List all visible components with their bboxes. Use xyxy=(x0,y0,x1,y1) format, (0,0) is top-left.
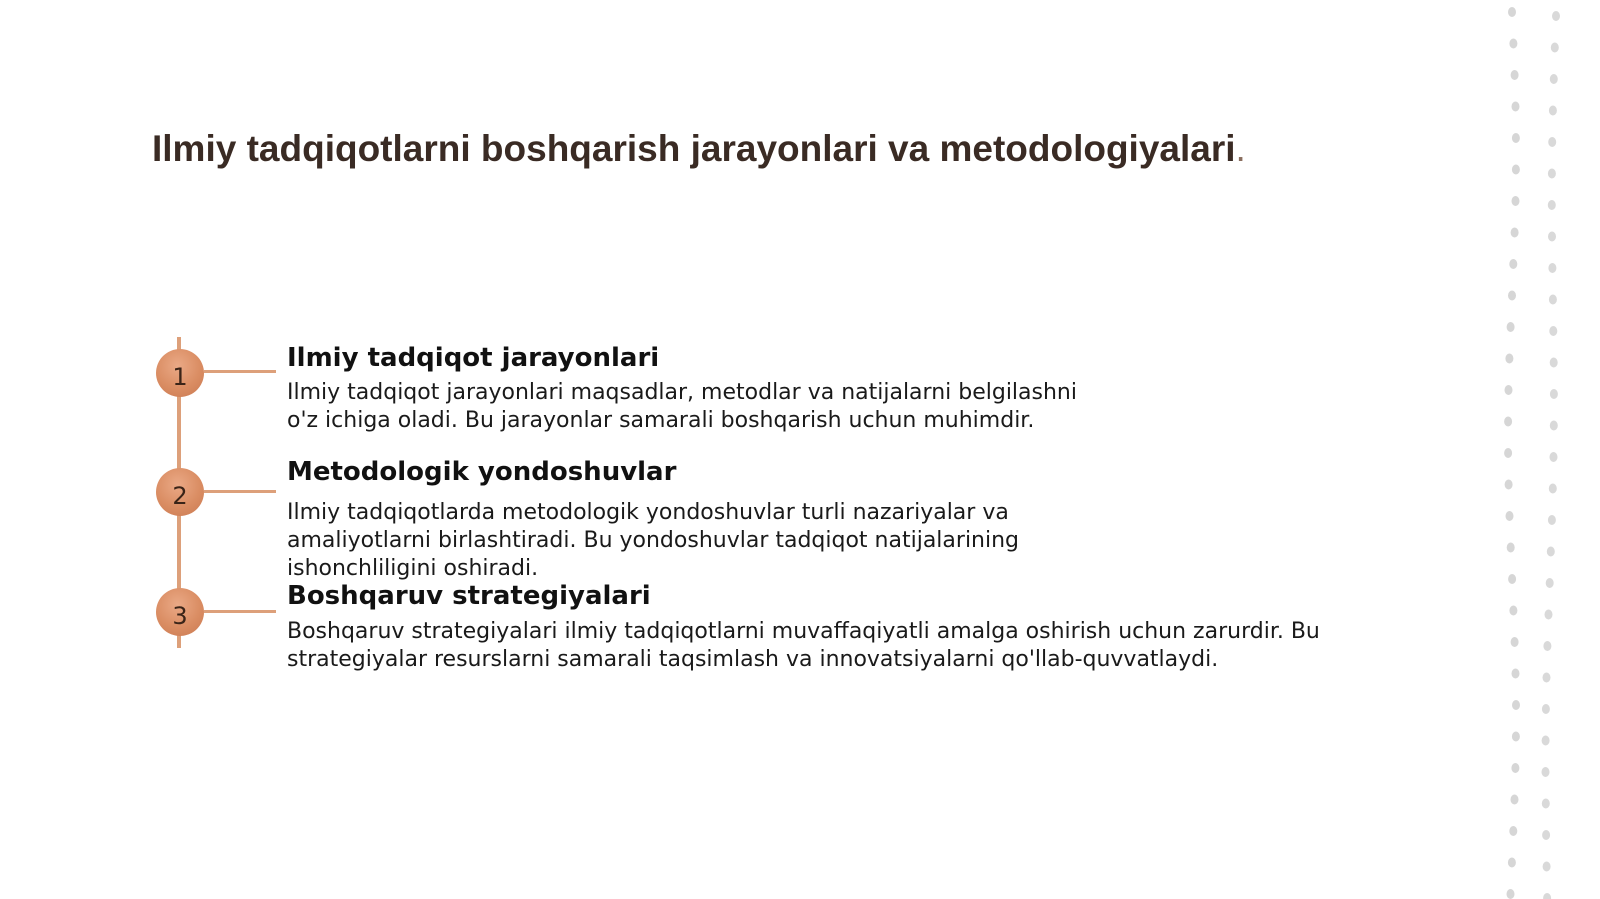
decorative-dot xyxy=(1548,263,1556,273)
step-3-number-circle: 3 xyxy=(156,588,204,636)
slide-title-text: Ilmiy tadqiqotlarni boshqarish jarayonlari va metodologiyalari xyxy=(152,128,1236,169)
decorative-dot xyxy=(1549,484,1557,494)
decorative-dot xyxy=(1552,11,1560,21)
decorative-dot xyxy=(1511,795,1519,805)
decorative-dot xyxy=(1509,826,1517,836)
decorative-dot xyxy=(1542,830,1550,840)
slide-title xyxy=(152,128,1246,170)
decorative-dot xyxy=(1506,511,1514,521)
decorative-dot xyxy=(1508,858,1516,868)
decorative-dot xyxy=(1545,610,1553,620)
decorative-dot xyxy=(1505,354,1513,364)
slide-title-suffix: . xyxy=(1235,128,1246,169)
decorative-dot xyxy=(1543,641,1551,651)
decorative-dot xyxy=(1548,169,1556,179)
decorative-dot xyxy=(1507,322,1515,332)
decorative-dot xyxy=(1511,70,1519,80)
decorative-dot xyxy=(1550,358,1558,368)
decorative-dot xyxy=(1504,417,1512,427)
decorative-dot xyxy=(1505,480,1513,490)
step-3-title: Boshqaruv strategiyalari xyxy=(287,581,651,611)
decorative-dot xyxy=(1512,700,1520,710)
decorative-dot xyxy=(1542,767,1550,777)
decorative-dot xyxy=(1507,889,1515,899)
step-3-connector xyxy=(204,610,276,613)
decorative-dot xyxy=(1508,291,1516,301)
decorative-dot xyxy=(1543,673,1551,683)
decorative-dot xyxy=(1511,228,1519,238)
step-2-connector xyxy=(204,490,276,493)
decorative-dot xyxy=(1511,763,1519,773)
decorative-dot xyxy=(1508,7,1516,17)
decorative-dot xyxy=(1512,133,1520,143)
decorative-dot xyxy=(1509,259,1517,269)
decorative-dot xyxy=(1547,547,1555,557)
decorative-dot xyxy=(1511,637,1519,647)
step-3-description: Boshqaruv strategiyalari ilmiy tadqiqotlarni muvaffaqiyatli amalga oshirish uchun zarurdir. Bu strategiyalar resurslarni samarali taqsimlash va innovatsiyalarni qo'llab-quvvatlaydi. xyxy=(287,619,1320,672)
step-1-connector xyxy=(204,370,276,373)
decorative-dot xyxy=(1548,515,1556,525)
decorative-dot-pattern xyxy=(1470,0,1600,899)
decorative-dot xyxy=(1509,39,1517,49)
step-1-description: Ilmiy tadqiqot jarayonlari maqsadlar, metodlar va natijalarni belgilashni o'z ichiga oladi. Bu jarayonlar samarali boshqarish uchun muhimdir. xyxy=(287,380,1077,433)
decorative-dot xyxy=(1507,543,1515,553)
decorative-dot xyxy=(1548,200,1556,210)
decorative-dot xyxy=(1549,326,1557,336)
decorative-dot xyxy=(1508,574,1516,584)
decorative-dot xyxy=(1542,799,1550,809)
decorative-dot xyxy=(1548,232,1556,242)
decorative-dot xyxy=(1549,106,1557,116)
decorative-dot xyxy=(1512,102,1520,112)
decorative-dot xyxy=(1542,704,1550,714)
decorative-dot xyxy=(1550,389,1558,399)
decorative-dot xyxy=(1549,295,1557,305)
decorative-dot xyxy=(1546,578,1554,588)
decorative-dot xyxy=(1542,736,1550,746)
decorative-dot xyxy=(1550,452,1558,462)
decorative-dot xyxy=(1512,669,1520,679)
decorative-dot xyxy=(1512,165,1520,175)
decorative-dot xyxy=(1543,862,1551,872)
decorative-dot xyxy=(1512,732,1520,742)
step-1-title: Ilmiy tadqiqot jarayonlari xyxy=(287,343,660,373)
decorative-dot xyxy=(1550,421,1558,431)
decorative-dot xyxy=(1512,196,1520,206)
step-2-description: Ilmiy tadqiqotlarda metodologik yondoshuvlar turli nazariyalar va amaliyotlarni birlashtiradi. Bu yondoshuvlar tadqiqot natijalarining ishonchliligini oshiradi. xyxy=(287,500,1020,581)
step-2-number-circle: 2 xyxy=(156,468,204,516)
decorative-dot xyxy=(1550,74,1558,84)
decorative-dot xyxy=(1509,606,1517,616)
decorative-dot xyxy=(1551,43,1559,53)
decorative-dot xyxy=(1505,385,1513,395)
decorative-dot xyxy=(1504,448,1512,458)
step-2-title: Metodologik yondoshuvlar xyxy=(287,457,677,487)
step-1-number-circle: 1 xyxy=(156,349,204,397)
decorative-dot xyxy=(1543,893,1551,899)
decorative-dot xyxy=(1548,137,1556,147)
